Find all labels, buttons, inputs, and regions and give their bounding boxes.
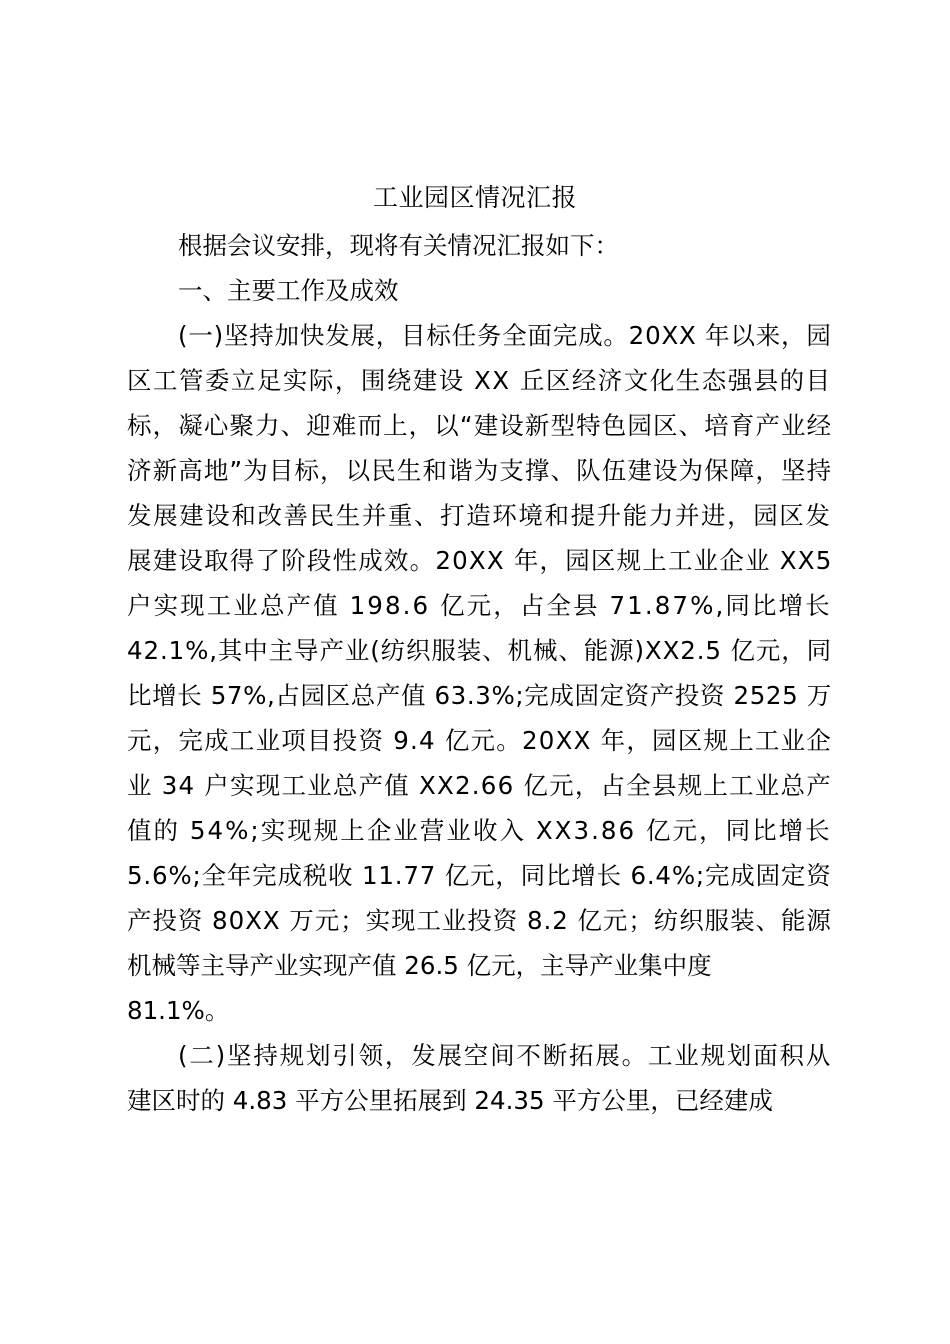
paragraph-line: 济新高地”为目标，以民生和谐为支撑、队伍建设为保障，坚持 xyxy=(127,456,833,485)
paragraph-line: 建区时的 4.83 平方公里拓展到 24.35 平方公里，已经建成 xyxy=(127,1086,773,1115)
paragraph-line: 产投资 80XX 万元；实现工业投资 8.2 亿元；纺织服装、能源 xyxy=(127,906,832,935)
paragraph-line: (二)坚持规划引领，发展空间不断拓展。工业规划面积从 xyxy=(178,1041,833,1070)
paragraph-line: 42.1%,其中主导产业(纺织服装、机械、能源)XX2.5 亿元，同 xyxy=(127,636,833,665)
paragraph-line: 展建设取得了阶段性成效。20XX 年，园区规上工业企业 XX5 xyxy=(127,546,833,575)
document-title: 工业园区情况汇报 xyxy=(372,183,577,212)
paragraph-line: 业 34 户实现工业总产值 XX2.66 亿元，占全县规上工业总产 xyxy=(127,771,832,800)
section-heading: 一、主要工作及成效 xyxy=(178,276,399,305)
paragraph-line: 机械等主导产业实现产值 26.5 亿元，主导产业集中度 xyxy=(127,951,712,980)
paragraph-line: 5.6%;全年完成税收 11.77 亿元，同比增长 6.4%;完成固定资 xyxy=(127,861,832,890)
paragraph-line: 比增长 57%,占园区总产值 63.3%;完成固定资产投资 2525 万 xyxy=(127,681,832,710)
paragraph-line: 81.1%。 xyxy=(127,996,230,1025)
paragraph-line: 标，凝心聚力、迎难而上，以“建设新型特色园区、培育产业经 xyxy=(127,411,833,440)
paragraph-line: 值的 54%;实现规上企业营业收入 XX3.86 亿元，同比增长 xyxy=(127,816,832,845)
paragraph-line: 户实现工业总产值 198.6 亿元，占全县 71.87%,同比增长 xyxy=(127,591,832,620)
paragraph-line: (一)坚持加快发展，目标任务全面完成。20XX 年以来，园 xyxy=(178,321,832,350)
paragraph-line: 根据会议安排，现将有关情况汇报如下： xyxy=(178,231,619,260)
paragraph-line: 区工管委立足实际，围绕建设 XX 丘区经济文化生态强县的目 xyxy=(127,366,832,395)
paragraph-line: 元，完成工业项目投资 9.4 亿元。20XX 年，园区规上工业企 xyxy=(127,726,833,755)
paragraph-line: 发展建设和改善民生并重、打造环境和提升能力并进，园区发 xyxy=(127,501,832,530)
